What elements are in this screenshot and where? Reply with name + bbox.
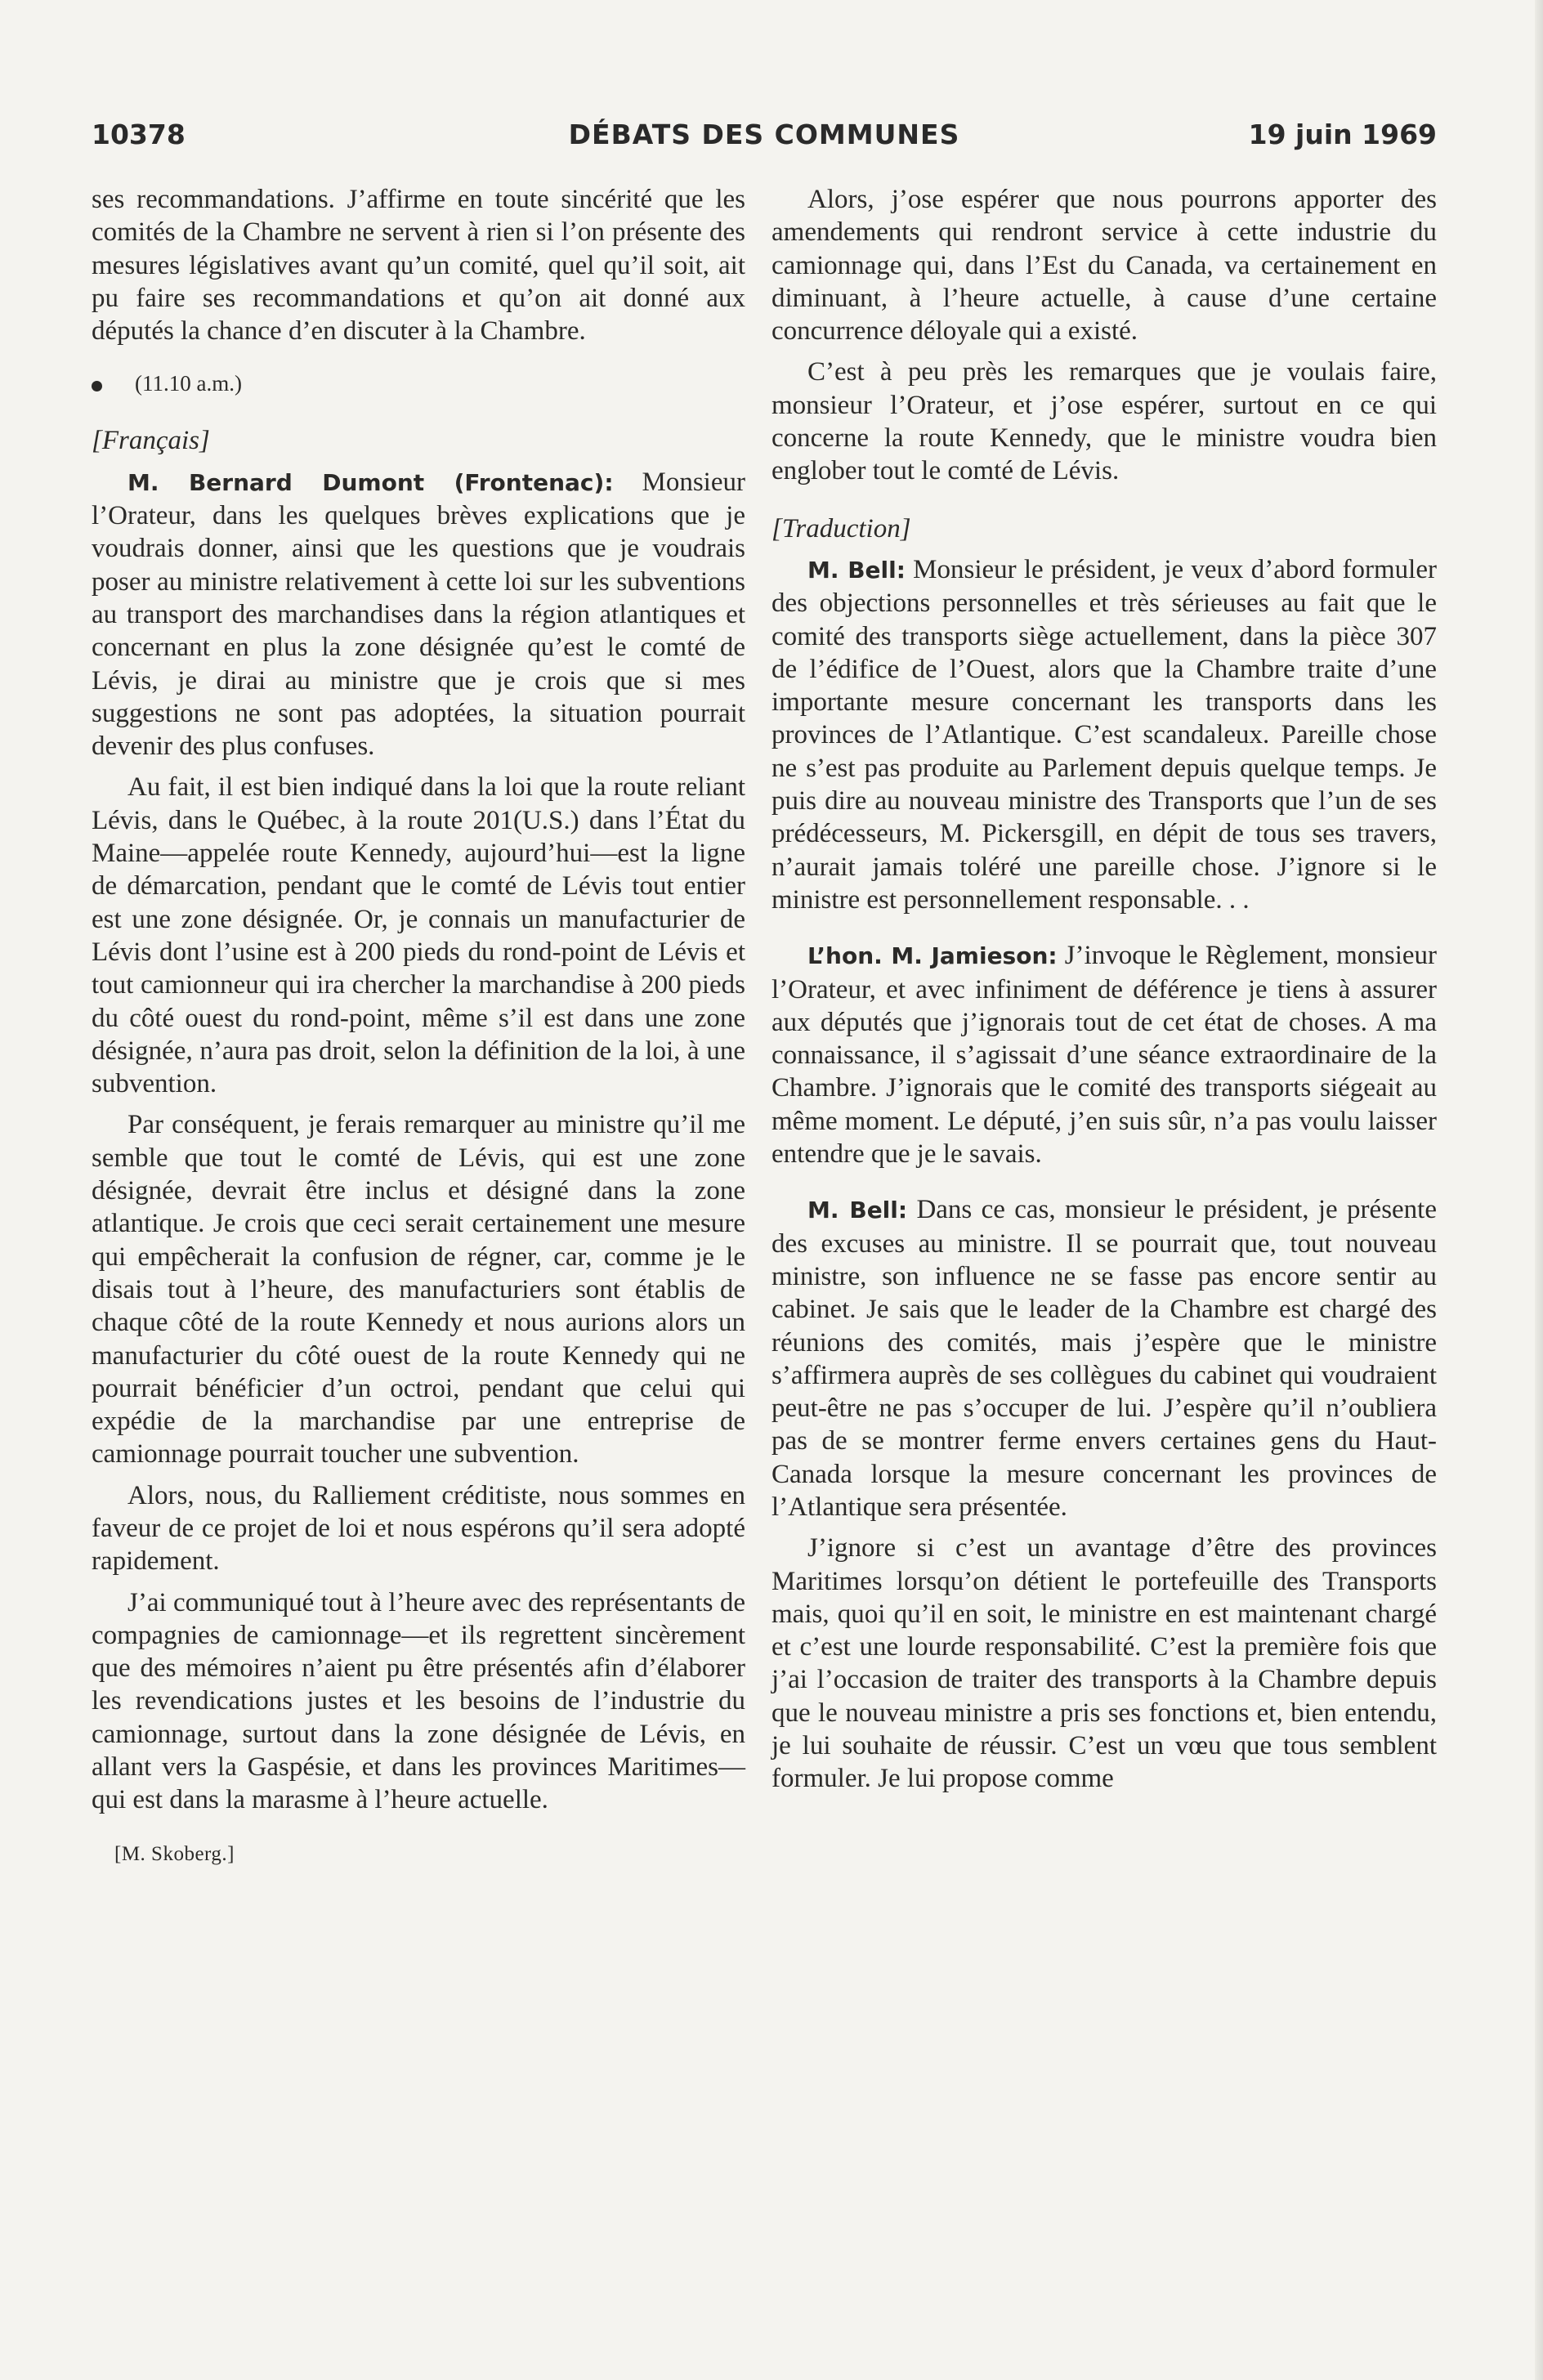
speaker-name: M. Bell: <box>807 556 906 584</box>
paragraph: Par conséquent, je ferais remarquer au ministre qu’il me semble que tout le comté de Lévis, qui est une zone désignée, devrait être inclus et désigné dans la zone atlantique. Je crois que ceci serait certainement une mesure qui empêcherait la confusion de régner, car, comme je le disais tout à l’heure, des manufacturiers sont établis de chaque côté de la route Kennedy et nous aurions alors un manufacturier du côté ouest de la route Kennedy qui ne pourrait bénéficier d’un octroi, pendant que celui qui expédie de la marchandise par une entreprise de camionnage pourrait toucher une subvention. <box>92 1110 745 1470</box>
paragraph: Alors, nous, du Ralliement créditiste, nous sommes en faveur de ce projet de loi et nous espérons qu’il sera adopté rapidement. <box>92 1480 745 1577</box>
speech-text: Monsieur l’Orateur, dans les quelques brèves explications que je voudrais donner, ainsi que les questions que je voudrais poser au ministre relativement à cette loi sur les subventions au transport des marchandises dans la région atlantiques et concernant en plus la zone désignée qu’est le comté de Lévis, je dirai au ministre que je crois que si mes suggestions ne sont pas adoptées, la situation pourrait devenir des plus confuses. <box>92 467 745 762</box>
language-tag: [Français] <box>92 426 210 456</box>
speech-text: J’invoque le Règlement, monsieur l’Orateur, et avec infiniment de déférence je tiens à assurer aux députés que j’ignorais tout de cet état de choses. A ma connaissance, il s’agissait d’une séance extraordinaire de la Chambre. J’ignorais que le comité des transports siégeait au même moment. Le député, j’en suis sûr, n’a pas voulu laisser entendre que je le savais. <box>772 941 1437 1170</box>
page-header <box>92 119 1437 154</box>
right-column <box>772 183 1437 1796</box>
page-date: 19 juin 1969 <box>1248 119 1437 150</box>
speech-text: Dans ce cas, monsieur le président, je présente des excuses au ministre. Il se pourrait que, tout nouveau ministre, son influence ne se fasse pas encore sentir au cabinet. Je sais que le leader de la Chambre est chargé des réunions des comités, mais j’espère que le ministre s’affirmera auprès de ses collègues du cabinet qui voudraient peut-être ne pas s’occuper de lui. J’espère qu’il n’oubliera pas de se montrer ferme envers certaines gens du Haut-Canada lorsque la mesure concernant les provinces de l’Atlantique sera présentée. <box>772 1195 1437 1522</box>
speaker-name: M. Bernard Dumont (Frontenac): <box>127 468 614 496</box>
speech-paragraph <box>772 553 1437 916</box>
paragraph: Alors, j’ose espérer que nous pourrons apporter des amendements qui rendront service à cette industrie du camionnage qui, dans l’Est du Canada, va certainement en diminuant, à l’heure actuelle, à cause d’une certaine concurrence déloyale qui a existé. <box>772 185 1437 347</box>
speech-paragraph <box>772 939 1437 1170</box>
speech-paragraph <box>92 466 745 763</box>
page-edge <box>1535 0 1543 2380</box>
speech-paragraph <box>772 1193 1437 1523</box>
paragraph: J’ai communiqué tout à l’heure avec des représentants de compagnies de camionnage—et ils regrettent sincèrement que des mémoires n’aient pu être présentés afin d’élaborer les revendications justes et les besoins de l’industrie du camionnage, surtout dans la zone désignée de Lévis, en allant vers la Gaspésie, et dans les provinces Maritimes—qui est dans la marasme à l’heure actuelle. <box>92 1587 745 1815</box>
paragraph: C’est à peu près les remarques que je voulais faire, monsieur l’Orateur, et j’ose espérer, surtout en ce qui concerne la route Kennedy, que le ministre voudra bien englober tout le comté de Lévis. <box>772 357 1437 486</box>
time-stamp <box>92 367 745 400</box>
speaker-name: L’hon. M. Jamieson: <box>807 942 1058 970</box>
paragraph: Au fait, il est bien indiqué dans la loi que la route reliant Lévis, dans le Québec, à la route 201(U.S.) dans l’État du Maine—appelée route Kennedy, aujourd’hui—est la ligne de démarcation, pendant que le comté de Lévis tout entier est une zone désignée. Or, je connais un manufacturier de Lévis dont l’usine est à 200 pieds du rond-point de Lévis et tout camionneur qui ira chercher la marchandise à 200 pieds du côté ouest du rond-point, même s’il est dans une zone désignée, n’aura pas droit, selon la définition de la loi, à une subvention. <box>92 772 745 1099</box>
paragraph: ses recommandations. J’affirme en toute sincérité que les comités de la Chambre ne servent à rien si l’on présente des mesures législatives avant qu’un comité, quel qu’il soit, ait pu faire ses recommandations et qu’on ait donné aux députés la chance d’en discuter à la Chambre. <box>92 185 745 347</box>
page-number: 10378 <box>92 119 186 150</box>
speech-text: Monsieur le président, je veux d’abord formuler des objections personnelles et très sérieuses au fait que le comité des transports siège actuellement, dans la pièce 307 de l’édifice de l’Ouest, alors que la Chambre traite d’une importante mesure concernant les transports dans les provinces de l’Atlantique. C’est scandaleux. Pareille chose ne s’est pas produite au Parlement depuis quelque temps. Je puis dire au nouveau ministre des Transports que l’un de ses prédécesseurs, M. Pickersgill, en dépit de tous ses travers, n’aurait jamais toléré une pareille chose. J’ignore si le ministre est personnellement responsable. . . <box>772 554 1437 915</box>
time-stamp-text: (11.10 a.m.) <box>135 371 242 396</box>
language-tag: [Traduction] <box>772 513 911 544</box>
paragraph: J’ignore si c’est un avantage d’être des provinces Maritimes lorsqu’on détient le portefeuille des Transports mais, quoi qu’il en soit, le ministre en est maintenant chargé et c’est une lourde responsabilité. C’est la première fois que j’ai l’occasion de traiter des transports à la Chambre depuis que le nouveau ministre a pris ses fonctions et, bien entendu, je lui souhaite de réussir. C’est un vœu que tous semblent formuler. Je lui propose comme <box>772 1533 1437 1794</box>
bullet-icon <box>92 381 102 391</box>
footer-note: [M. Skoberg.] <box>114 1842 235 1865</box>
speaker-name: M. Bell: <box>807 1197 908 1224</box>
left-column <box>92 183 745 1871</box>
page-title: DÉBATS DES COMMUNES <box>568 119 960 150</box>
